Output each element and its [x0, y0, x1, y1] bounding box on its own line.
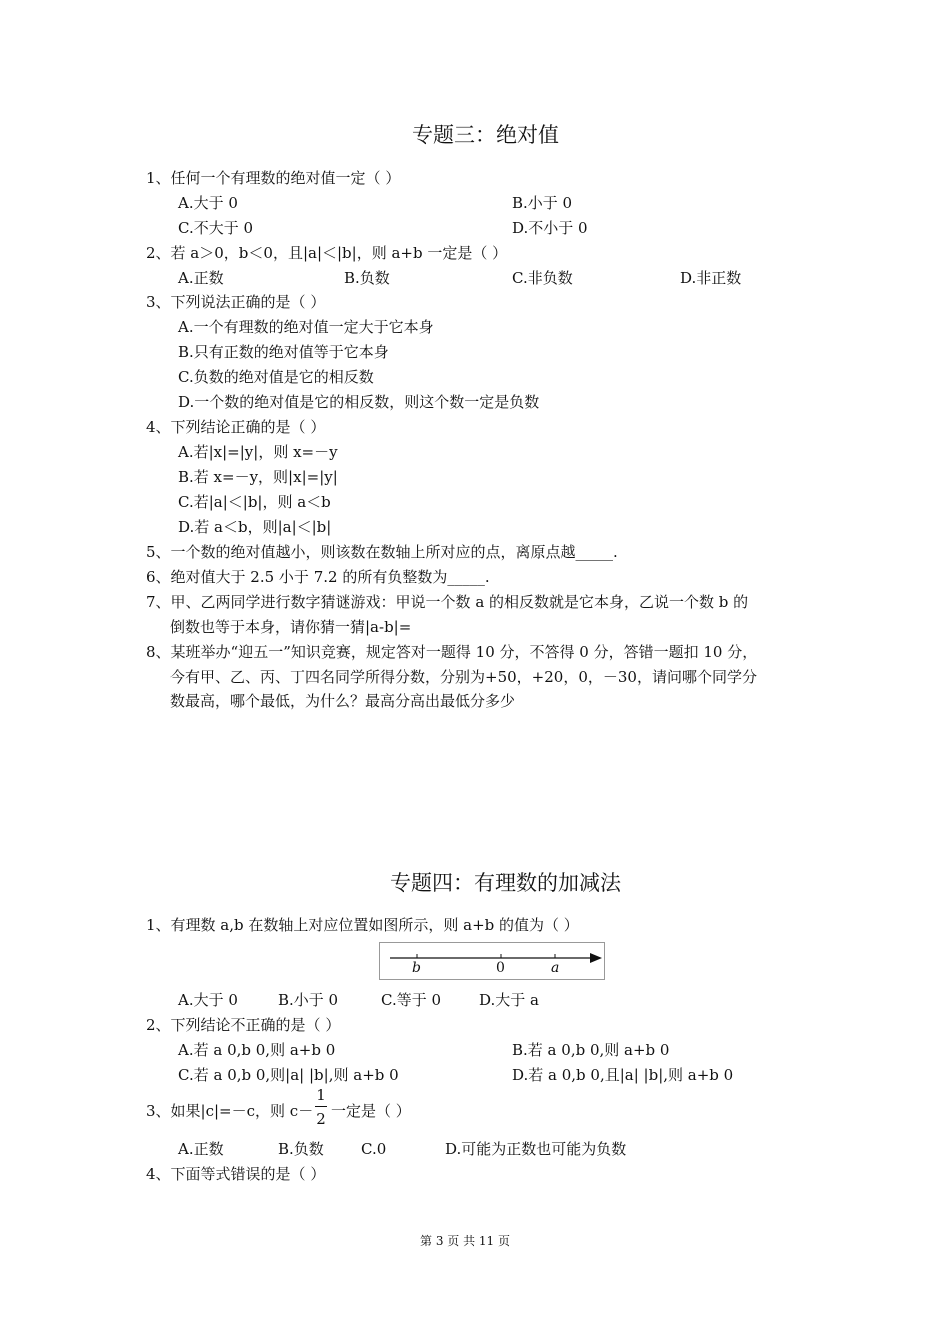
q3-8-continuation-1: 今有甲、乙、丙、丁四名同学所得分数，分别为+50，+20，0，－30，请问哪个同学分	[170, 668, 757, 686]
q3-3-option-a: A.一个有理数的绝对值一定大于它本身	[178, 318, 434, 336]
q4-1-option-c: C.等于 0	[381, 991, 442, 1009]
q3-1-option-a: A.大于 0	[178, 194, 238, 212]
q4-2-stem: 2、下列结论不正确的是（ ）	[146, 1016, 341, 1034]
q3-1-stem: 1、任何一个有理数的绝对值一定（ ）	[146, 169, 401, 187]
q4-3-option-a: A.正数	[178, 1140, 224, 1158]
q4-1-option-a: A.大于 0	[178, 991, 238, 1009]
q3-2-stem: 2、若 a＞0，b＜0，且|a|＜|b|，则 a+b 一定是（ ）	[146, 244, 508, 262]
q4-3-option-b: B.负数	[278, 1140, 324, 1158]
q3-7-stem: 7、甲、乙两同学进行数字猜谜游戏：甲说一个数 a 的相反数就是它本身，乙说一个数 b 的	[146, 593, 749, 611]
q4-2-option-b: B.若 a 0,b 0,则 a+b 0	[512, 1041, 670, 1059]
q3-3-stem: 3、下列说法正确的是（ ）	[146, 293, 326, 311]
q3-8-continuation-2: 数最高，哪个最低，为什么？最高分高出最低分多少	[170, 692, 516, 710]
q3-8-stem: 8、某班举办“迎五一”知识竞赛，规定答对一题得 10 分，不答得 0 分，答错一题扣 10 分，	[146, 643, 758, 661]
q3-1-option-d: D.不小于 0	[512, 219, 588, 237]
number-line-label-b: b	[412, 960, 421, 976]
fraction-numerator: 1	[316, 1086, 326, 1104]
q4-2-option-c: C.若 a 0,b 0,则|a| |b|,则 a+b 0	[178, 1066, 399, 1084]
q3-4-option-c: C.若|a|＜|b|，则 a＜b	[178, 493, 331, 511]
q3-4-option-a: A.若|x|=|y|，则 x=－y	[178, 443, 338, 461]
q4-3-stem-suffix: 一定是（ ）	[331, 1102, 411, 1120]
number-line-label-a: a	[551, 960, 560, 976]
q4-4-stem: 4、下面等式错误的是（ ）	[146, 1165, 326, 1183]
q4-3-option-d: D.可能为正数也可能为负数	[445, 1140, 627, 1158]
section3-title: 专题三：绝对值	[412, 123, 559, 147]
q3-2-option-d: D.非正数	[680, 269, 742, 287]
page-footer: 第 3 页 共 11 页	[420, 1234, 510, 1248]
q3-6-stem: 6、绝对值大于 2.5 小于 7.2 的所有负整数为_____.	[146, 568, 490, 586]
q4-1-option-d: D.大于 a	[479, 991, 539, 1009]
q3-5-stem: 5、一个数的绝对值越小，则该数在数轴上所对应的点，离原点越_____.	[146, 543, 618, 561]
q3-3-option-c: C.负数的绝对值是它的相反数	[178, 368, 374, 386]
q4-2-option-a: A.若 a 0,b 0,则 a+b 0	[178, 1041, 336, 1059]
q4-1-option-b: B.小于 0	[278, 991, 339, 1009]
section4-title: 专题四：有理数的加减法	[390, 871, 621, 895]
q3-2-option-b: B.负数	[344, 269, 390, 287]
q4-3-option-c: C.0	[361, 1140, 387, 1158]
q3-2-option-a: A.正数	[178, 269, 224, 287]
q3-1-option-c: C.不大于 0	[178, 219, 254, 237]
q3-1-option-b: B.小于 0	[512, 194, 573, 212]
q3-3-option-b: B.只有正数的绝对值等于它本身	[178, 343, 389, 361]
q3-4-option-d: D.若 a＜b，则|a|＜|b|	[178, 518, 332, 536]
q3-4-option-b: B.若 x=－y，则|x|=|y|	[178, 468, 338, 486]
q4-2-option-d: D.若 a 0,b 0,且|a| |b|,则 a+b 0	[512, 1066, 734, 1084]
q3-7-continuation: 倒数也等于本身，请你猜一猜|a-b|=	[170, 618, 412, 636]
q4-3-stem-prefix: 3、如果|c|=－c，则 c－	[146, 1102, 314, 1120]
fraction-bar	[315, 1106, 327, 1107]
q3-2-option-c: C.非负数	[512, 269, 573, 287]
number-line-figure	[379, 942, 605, 980]
q3-3-option-d: D.一个数的绝对值是它的相反数，则这个数一定是负数	[178, 393, 540, 411]
q4-1-stem: 1、有理数 a,b 在数轴上对应位置如图所示，则 a+b 的值为（ ）	[146, 916, 579, 934]
fraction-denominator: 2	[316, 1110, 326, 1128]
number-line-label-zero: 0	[496, 960, 505, 976]
q3-4-stem: 4、下列结论正确的是（ ）	[146, 418, 326, 436]
